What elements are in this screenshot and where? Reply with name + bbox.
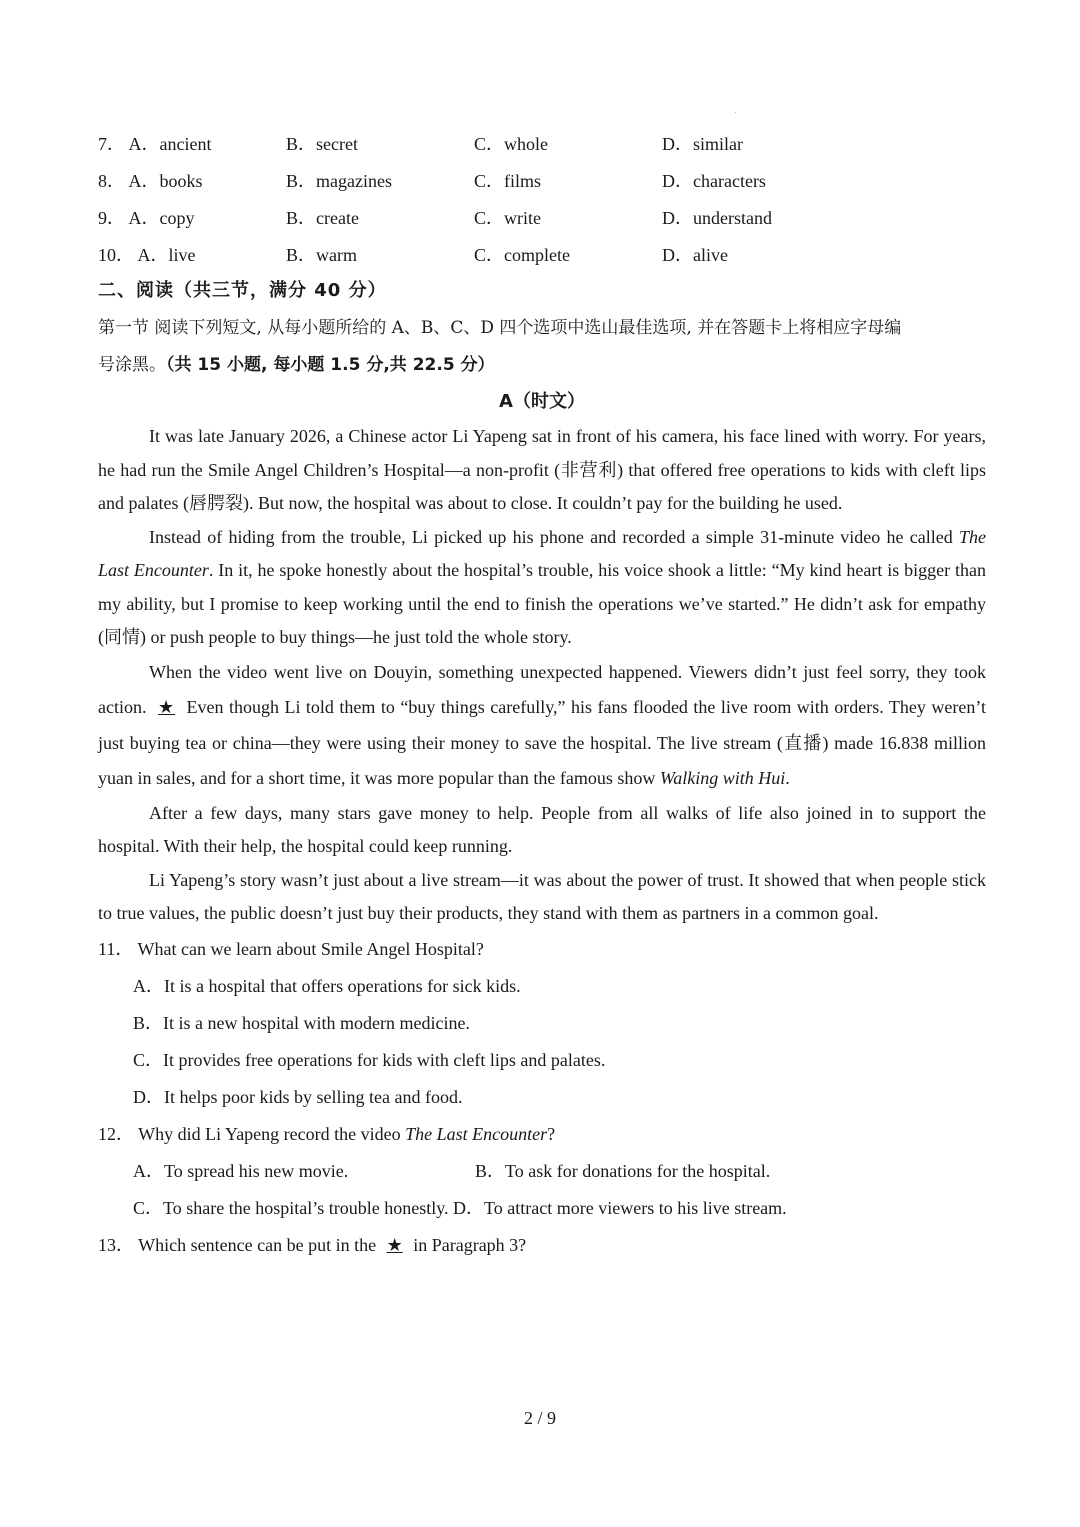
option-c: C．whole — [474, 133, 548, 154]
page-number: 2 / 9 — [523, 1408, 556, 1428]
option-c: C．films — [474, 170, 542, 191]
star-blank-ref: ★ — [386, 1234, 403, 1255]
choice-12-d: D．To attract more viewers to his live stream. — [453, 1197, 787, 1218]
option-row-9 — [98, 198, 986, 235]
cloze-options — [98, 124, 986, 272]
option-row-8 — [98, 161, 986, 198]
option-b: B．warm — [286, 244, 357, 265]
paragraph-5: Li Yapeng’s story wasn’t just about a live stream—it was about the power of trust. It showed that when people stick to true values, the public doesn’t just buy their products, they stand with them as partners in a common goal. — [98, 869, 986, 923]
section-title: 二、阅读（共三节，满分 40 分） — [98, 280, 387, 301]
question-13: 13． Which sentence can be put in the ★ in Paragraph 3? — [98, 1234, 527, 1255]
option-row-7 — [98, 124, 986, 161]
passage-title: A（时文） — [499, 391, 585, 412]
choice-12-a: A．To spread his new movie. — [133, 1160, 349, 1181]
instruction-line-1: 第一节 阅读下列短文, 从每小题所给的 A、B、C、D 四个选项中选山最佳选项, 并在答题卡上将相应字母编 — [98, 318, 902, 338]
star-blank: ★ — [157, 697, 176, 717]
option-d: D．alive — [662, 244, 728, 265]
instruction-line-2: 号涂黑。（共 15 小题, 每小题 1.5 分,共 22.5 分） — [98, 355, 495, 375]
option-a: 8． A．books — [98, 170, 203, 191]
option-a: 10． A．live — [98, 244, 196, 265]
option-c: C．write — [474, 207, 541, 228]
option-b: B．secret — [286, 133, 358, 154]
choices-12-row-2 — [98, 1190, 986, 1227]
option-b: B．create — [286, 207, 359, 228]
video-title: The Last Encounter — [98, 526, 986, 580]
option-d: D．understand — [662, 207, 772, 228]
paragraph-2: Instead of hiding from the trouble, Li picked up his phone and recorded a simple 31-minute video he called The Last Encounter. In it, he spoke honestly about the hospital’s trouble, his voice shook a little: “My kind heart is bigger than my ability, but I promise to keep working until the end to finish the operations we’ve started.” He didn’t ask for empathy (同情) or push people to buy things—he just told the whole story. — [98, 526, 986, 647]
option-a: 7． A．ancient — [98, 133, 212, 154]
section-instruction — [98, 310, 986, 384]
choice-11-b: B．It is a new hospital with modern medicine. — [133, 1012, 470, 1033]
choice-12-b: B．To ask for donations for the hospital. — [475, 1160, 771, 1181]
option-d: D．characters — [662, 170, 766, 191]
choice-11-d: D．It helps poor kids by selling tea and food. — [133, 1086, 463, 1107]
option-a: 9． A．copy — [98, 207, 195, 228]
choice-12-c: C．To share the hospital’s trouble honestly. — [133, 1197, 449, 1218]
exam-page — [98, 124, 986, 1264]
paragraph-1: It was late January 2026, a Chinese actor Li Yapeng sat in front of his camera, his face lined with worry. For years, he had run the Smile Angel Children’s Hospital—a non-profit (非营利) that offered free operations to kids with cleft lips and palates (唇腭裂). But now, the hospital was about to close. It couldn’t pay for the building he used. — [98, 426, 986, 513]
question-11: 11． What can we learn about Smile Angel Hospital? — [98, 938, 484, 959]
paragraph-4: After a few days, many stars gave money to help. People from all walks of life also joined in to support the hospital. With their help, the hospital could keep running. — [98, 802, 986, 856]
instruction-score: （共 15 小题, 每小题 1.5 分,共 22.5 分） — [166, 355, 495, 375]
choice-11-a: A．It is a hospital that offers operations for sick kids. — [133, 975, 521, 996]
choices-12-row-1 — [98, 1153, 986, 1190]
scan-speck — [735, 112, 736, 113]
option-b: B．magazines — [286, 170, 392, 191]
question-12: 12． Why did Li Yapeng record the video The Last Encounter? — [98, 1123, 556, 1144]
option-c: C．complete — [474, 244, 570, 265]
show-title: Walking with Hui — [659, 768, 786, 788]
choice-11-c: C．It provides free operations for kids with cleft lips and palates. — [133, 1049, 606, 1070]
option-d: D．similar — [662, 133, 743, 154]
paragraph-3: When the video went live on Douyin, something unexpected happened. Viewers didn’t just feel sorry, they took action. ★ Even though Li told them to “buy things carefully,” his fans flooded the live room with orders. They weren’t just buying tea or china—they were using their money to save the hospital. The live stream (直播) made 16.838 million yuan in sales, and for a short time, it was more popular than the famous show Walking with Hui. — [98, 661, 986, 788]
option-row-10 — [98, 235, 986, 272]
